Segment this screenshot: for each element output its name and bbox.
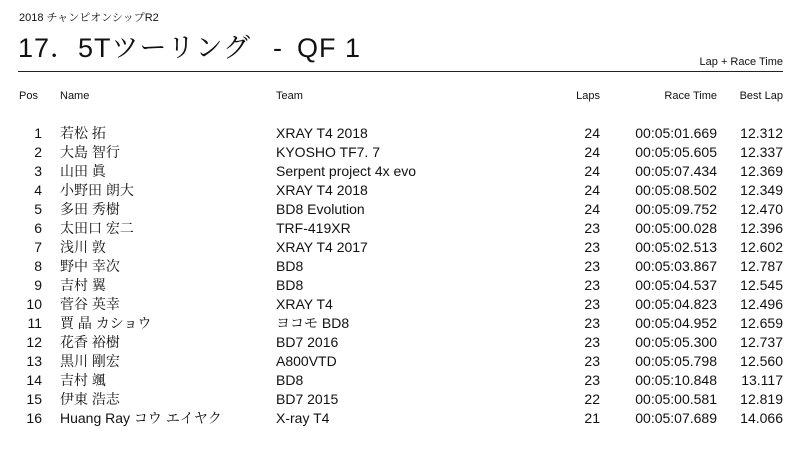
result-name: 山田 眞 (60, 163, 106, 179)
result-best-lap: 12.819 (740, 391, 783, 407)
results-body (0, 103, 800, 428)
result-name: 野中 幸次 (60, 258, 120, 274)
result-team: X-ray T4 (276, 410, 330, 426)
result-name: 浅川 敦 (60, 239, 106, 255)
column-header-team: Team (276, 90, 303, 102)
table-row (0, 314, 800, 333)
table-row (0, 124, 800, 143)
result-team: A800VTD (276, 353, 337, 369)
result-laps: 24 (584, 201, 600, 217)
result-best-lap: 12.787 (740, 258, 783, 274)
result-team: XRAY T4 2018 (276, 182, 368, 198)
result-pos: 14 (26, 372, 42, 388)
column-header-best-lap: Best Lap (739, 90, 783, 102)
result-race-time: 00:05:09.752 (635, 201, 717, 217)
result-pos: 8 (34, 258, 42, 274)
result-race-time: 00:05:04.823 (635, 296, 717, 312)
result-laps: 24 (584, 144, 600, 160)
result-laps: 23 (584, 353, 600, 369)
result-race-time: 00:05:07.689 (635, 410, 717, 426)
table-header-row (0, 89, 800, 103)
result-pos: 6 (34, 220, 42, 236)
result-laps: 23 (584, 296, 600, 312)
result-team: XRAY T4 (276, 296, 333, 312)
result-name: 花香 裕樹 (60, 334, 120, 350)
result-team: XRAY T4 2017 (276, 239, 368, 255)
result-name: 吉村 颯 (60, 372, 106, 388)
result-name: 菅谷 英幸 (60, 296, 120, 312)
result-team: BD7 2016 (276, 334, 339, 350)
result-name: 小野田 朗大 (60, 182, 134, 198)
table-row (0, 352, 800, 371)
ranking-mode: Lap + Race Time (699, 56, 783, 68)
result-pos: 15 (26, 391, 42, 407)
result-team: TRF-419XR (276, 220, 351, 236)
result-name: 大島 智行 (60, 144, 120, 160)
result-laps: 21 (584, 410, 600, 426)
result-race-time: 00:05:00.581 (635, 391, 717, 407)
result-best-lap: 12.312 (740, 125, 783, 141)
result-name: Huang Ray コウ エイヤク (60, 410, 222, 426)
table-row (0, 238, 800, 257)
result-best-lap: 12.545 (740, 277, 783, 293)
result-pos: 2 (34, 144, 42, 160)
result-best-lap: 12.369 (740, 163, 783, 179)
table-row (0, 333, 800, 352)
result-best-lap: 12.396 (740, 220, 783, 236)
result-best-lap: 12.337 (740, 144, 783, 160)
result-team: Serpent project 4x evo (276, 163, 417, 179)
result-pos: 1 (34, 125, 42, 141)
result-pos: 11 (27, 315, 42, 331)
result-best-lap: 13.117 (741, 372, 783, 388)
result-team: KYOSHO TF7. 7 (276, 144, 380, 160)
page-title (18, 32, 361, 64)
result-best-lap: 12.602 (740, 239, 783, 255)
result-laps: 24 (584, 163, 600, 179)
result-pos: 4 (34, 182, 42, 198)
result-laps: 23 (584, 239, 600, 255)
table-row (0, 181, 800, 200)
header-divider (18, 71, 783, 72)
result-name: 太田口 宏二 (60, 220, 134, 236)
result-race-time: 00:05:03.867 (635, 258, 717, 274)
result-race-time: 00:05:00.028 (635, 220, 717, 236)
result-laps: 23 (584, 334, 600, 350)
result-pos: 16 (26, 410, 42, 426)
result-race-time: 00:05:04.952 (635, 315, 717, 331)
column-header-laps: Laps (576, 90, 600, 102)
result-pos: 13 (26, 353, 42, 369)
column-header-pos: Pos (19, 90, 38, 102)
result-best-lap: 12.737 (740, 334, 783, 350)
result-team: XRAY T4 2018 (276, 125, 368, 141)
result-race-time: 00:05:05.300 (635, 334, 717, 350)
result-race-time: 00:05:04.537 (635, 277, 717, 293)
table-row (0, 257, 800, 276)
column-header-name: Name (60, 90, 90, 102)
result-team: BD8 Evolution (276, 201, 365, 217)
result-best-lap: 12.659 (740, 315, 783, 331)
result-pos: 10 (26, 296, 42, 312)
result-pos: 3 (34, 163, 42, 179)
result-pos: 9 (34, 277, 42, 293)
result-team: BD8 (276, 277, 304, 293)
result-pos: 5 (34, 201, 42, 217)
table-row (0, 143, 800, 162)
result-race-time: 00:05:07.434 (635, 163, 717, 179)
table-row (0, 371, 800, 390)
result-name: 伊東 浩志 (60, 391, 120, 407)
result-best-lap: 12.470 (740, 201, 783, 217)
result-laps: 24 (584, 125, 600, 141)
result-best-lap: 12.349 (740, 182, 783, 198)
result-team: BD8 (276, 372, 304, 388)
race-class: 17．5Tツーリング (18, 33, 252, 63)
event-subtitle: 2018 チャンピオンシップR2 (19, 12, 159, 24)
column-header-race-time: Race Time (664, 90, 717, 102)
result-race-time: 00:05:10.848 (635, 372, 717, 388)
table-row (0, 162, 800, 181)
result-best-lap: 12.560 (740, 353, 783, 369)
result-name: 賈 晶 カショウ (60, 315, 152, 331)
result-team: ヨコモ BD8 (276, 315, 350, 331)
result-pos: 12 (26, 334, 42, 350)
result-team: BD8 (276, 258, 304, 274)
result-race-time: 00:05:01.669 (635, 125, 717, 141)
result-name: 多田 秀樹 (60, 201, 120, 217)
table-row (0, 390, 800, 409)
table-row (0, 276, 800, 295)
title-separator: - (273, 33, 284, 63)
table-row (0, 409, 800, 428)
table-row (0, 200, 800, 219)
result-pos: 7 (34, 239, 42, 255)
result-race-time: 00:05:05.605 (635, 144, 717, 160)
race-round: QF 1 (297, 33, 362, 63)
result-laps: 22 (584, 391, 600, 407)
table-row (0, 295, 800, 314)
result-laps: 23 (584, 220, 600, 236)
result-best-lap: 12.496 (740, 296, 783, 312)
result-laps: 23 (584, 315, 600, 331)
result-laps: 23 (584, 258, 600, 274)
result-race-time: 00:05:02.513 (635, 239, 717, 255)
result-race-time: 00:05:08.502 (635, 182, 717, 198)
result-laps: 23 (584, 277, 600, 293)
result-race-time: 00:05:05.798 (635, 353, 717, 369)
table-row (0, 219, 800, 238)
result-laps: 24 (584, 182, 600, 198)
results-table (0, 89, 800, 428)
result-name: 吉村 翼 (60, 277, 106, 293)
result-best-lap: 14.066 (740, 410, 783, 426)
result-name: 黒川 剛宏 (60, 353, 120, 369)
result-laps: 23 (584, 372, 600, 388)
result-name: 若松 拓 (60, 125, 106, 141)
result-team: BD7 2015 (276, 391, 339, 407)
